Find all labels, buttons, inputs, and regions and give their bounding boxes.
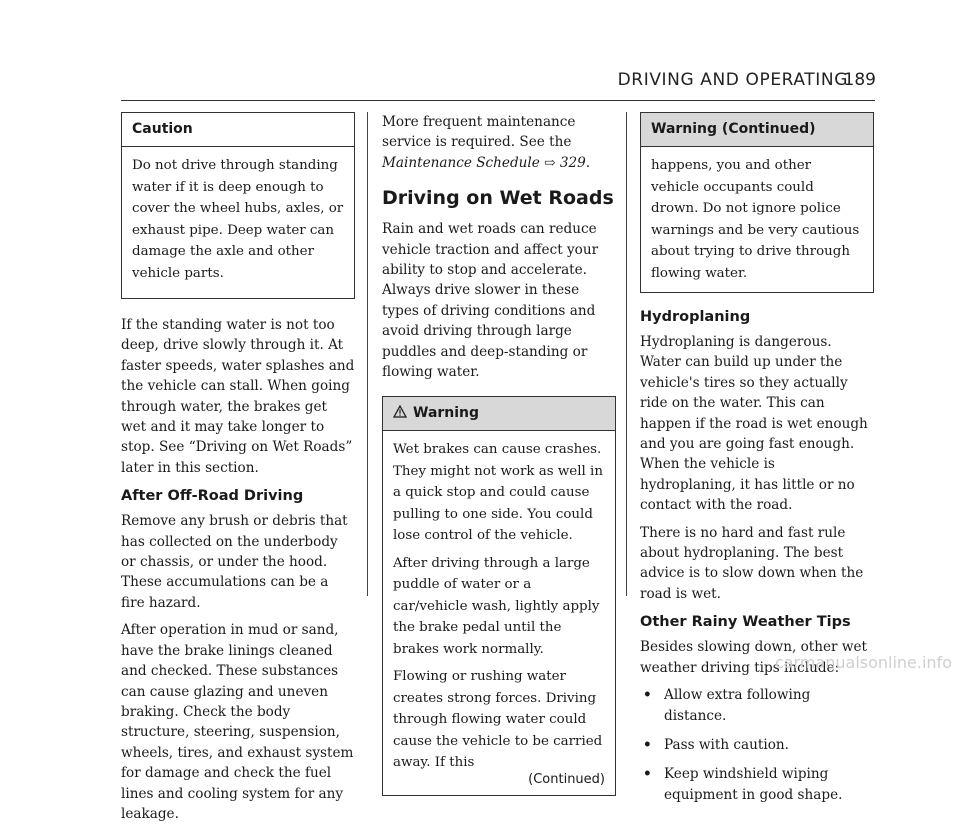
warning-box: [382, 396, 616, 796]
watermark: carmanualsonline.info: [774, 653, 952, 672]
warning-text: After driving through a large puddle of water or a car/vehicle wash, lightly apply the brake pedal until the brakes work normally.: [393, 555, 600, 657]
warning-text: Wet brakes can cause crashes. They might not work as well in a quick stop and could cause pulling to one side. You could lose control of the vehicle.: [393, 442, 603, 544]
warning-triangle-icon: [393, 405, 407, 418]
column-middle: [382, 112, 616, 812]
caution-title: Caution: [122, 113, 354, 147]
warning-continued-box: [640, 112, 874, 293]
page-reference: ⇨ 329: [539, 154, 586, 171]
warning-title: Warning: [413, 405, 480, 422]
paragraph: Rain and wet roads can reduce vehicle traction and affect your ability to stop and accelerate. Always drive slower in these types of driving conditions and avoid driving through large puddles and deep-standing or flowing water.: [382, 221, 599, 381]
maintenance-schedule-link[interactable]: Maintenance Schedule: [382, 154, 540, 171]
section-title: DRIVING AND OPERATING: [617, 70, 848, 90]
heading-rainy-tips: Other Rainy Weather Tips: [640, 614, 851, 631]
heading-wet-roads: Driving on Wet Roads: [382, 187, 614, 210]
paragraph: Hydroplaning is dangerous. Water can build up under the vehicle's tires so they actually ride on the water. This can happen if the road is wet enough and you are going fast enough. When the vehicle is hydroplaning, it has little or no contact with the road.: [640, 334, 868, 514]
column-divider: [367, 112, 368, 596]
caution-box: [121, 112, 355, 299]
column-left: [121, 112, 355, 831]
warning-header: [383, 397, 615, 431]
column-divider: [626, 112, 627, 596]
caution-text: Do not drive through standing water if it is deep enough to cover the wheel hubs, axles, or exhaust pipe. Deep water can damage the axle and other vehicle parts.: [132, 158, 344, 281]
paragraph: Remove any brush or debris that has collected on the underbody or chassis, or under the hood. These accumulations can be a fire hazard.: [121, 513, 348, 611]
heading-hydroplaning: Hydroplaning: [640, 309, 751, 325]
header-rule: [121, 100, 875, 101]
list-item: • Allow extra following distance.: [640, 685, 874, 726]
tips-list: [640, 685, 874, 805]
paragraph: After operation in mud or sand, have the brake linings cleaned and checked. These substances can cause glazing and uneven braking. Check the body structure, steering, suspension, wheels, tires, and exhaust system for damage and check the fuel lines and cooling system for any leakage.: [121, 622, 354, 822]
list-item: • Keep windshield wiping equipment in good shape.: [640, 764, 874, 805]
warning-text: happens, you and other vehicle occupants could drown. Do not ignore police warnings and be very cautious about trying to drive through flowing water.: [651, 158, 860, 281]
continued-label: (Continued): [528, 771, 605, 787]
warning-text: Flowing or rushing water creates strong forces. Driving through flowing water could cause the vehicle to be carried away. If this: [393, 669, 603, 771]
paragraph: Besides slowing down, other wet weather driving tips include:: [640, 639, 867, 676]
list-item: • Pass with caution.: [640, 735, 874, 755]
paragraph-maintenance: More frequent maintenance service is required. See the Maintenance Schedule ⇨ 329.: [382, 114, 591, 171]
paragraph: If the standing water is not too deep, drive slowly through it. At faster speeds, water splashes and the vehicle can stall. When going through water, the brakes get wet and it may take longer to stop. See “Driving on Wet Roads” later in this section.: [121, 317, 355, 476]
paragraph: There is no hard and fast rule about hydroplaning. The best advice is to slow down when the road is wet.: [640, 524, 864, 602]
warning-continued-title: Warning (Continued): [641, 113, 873, 147]
page-number: 189: [843, 70, 876, 90]
column-right: [640, 112, 874, 814]
heading-after-offroad: After Off-Road Driving: [121, 488, 304, 505]
